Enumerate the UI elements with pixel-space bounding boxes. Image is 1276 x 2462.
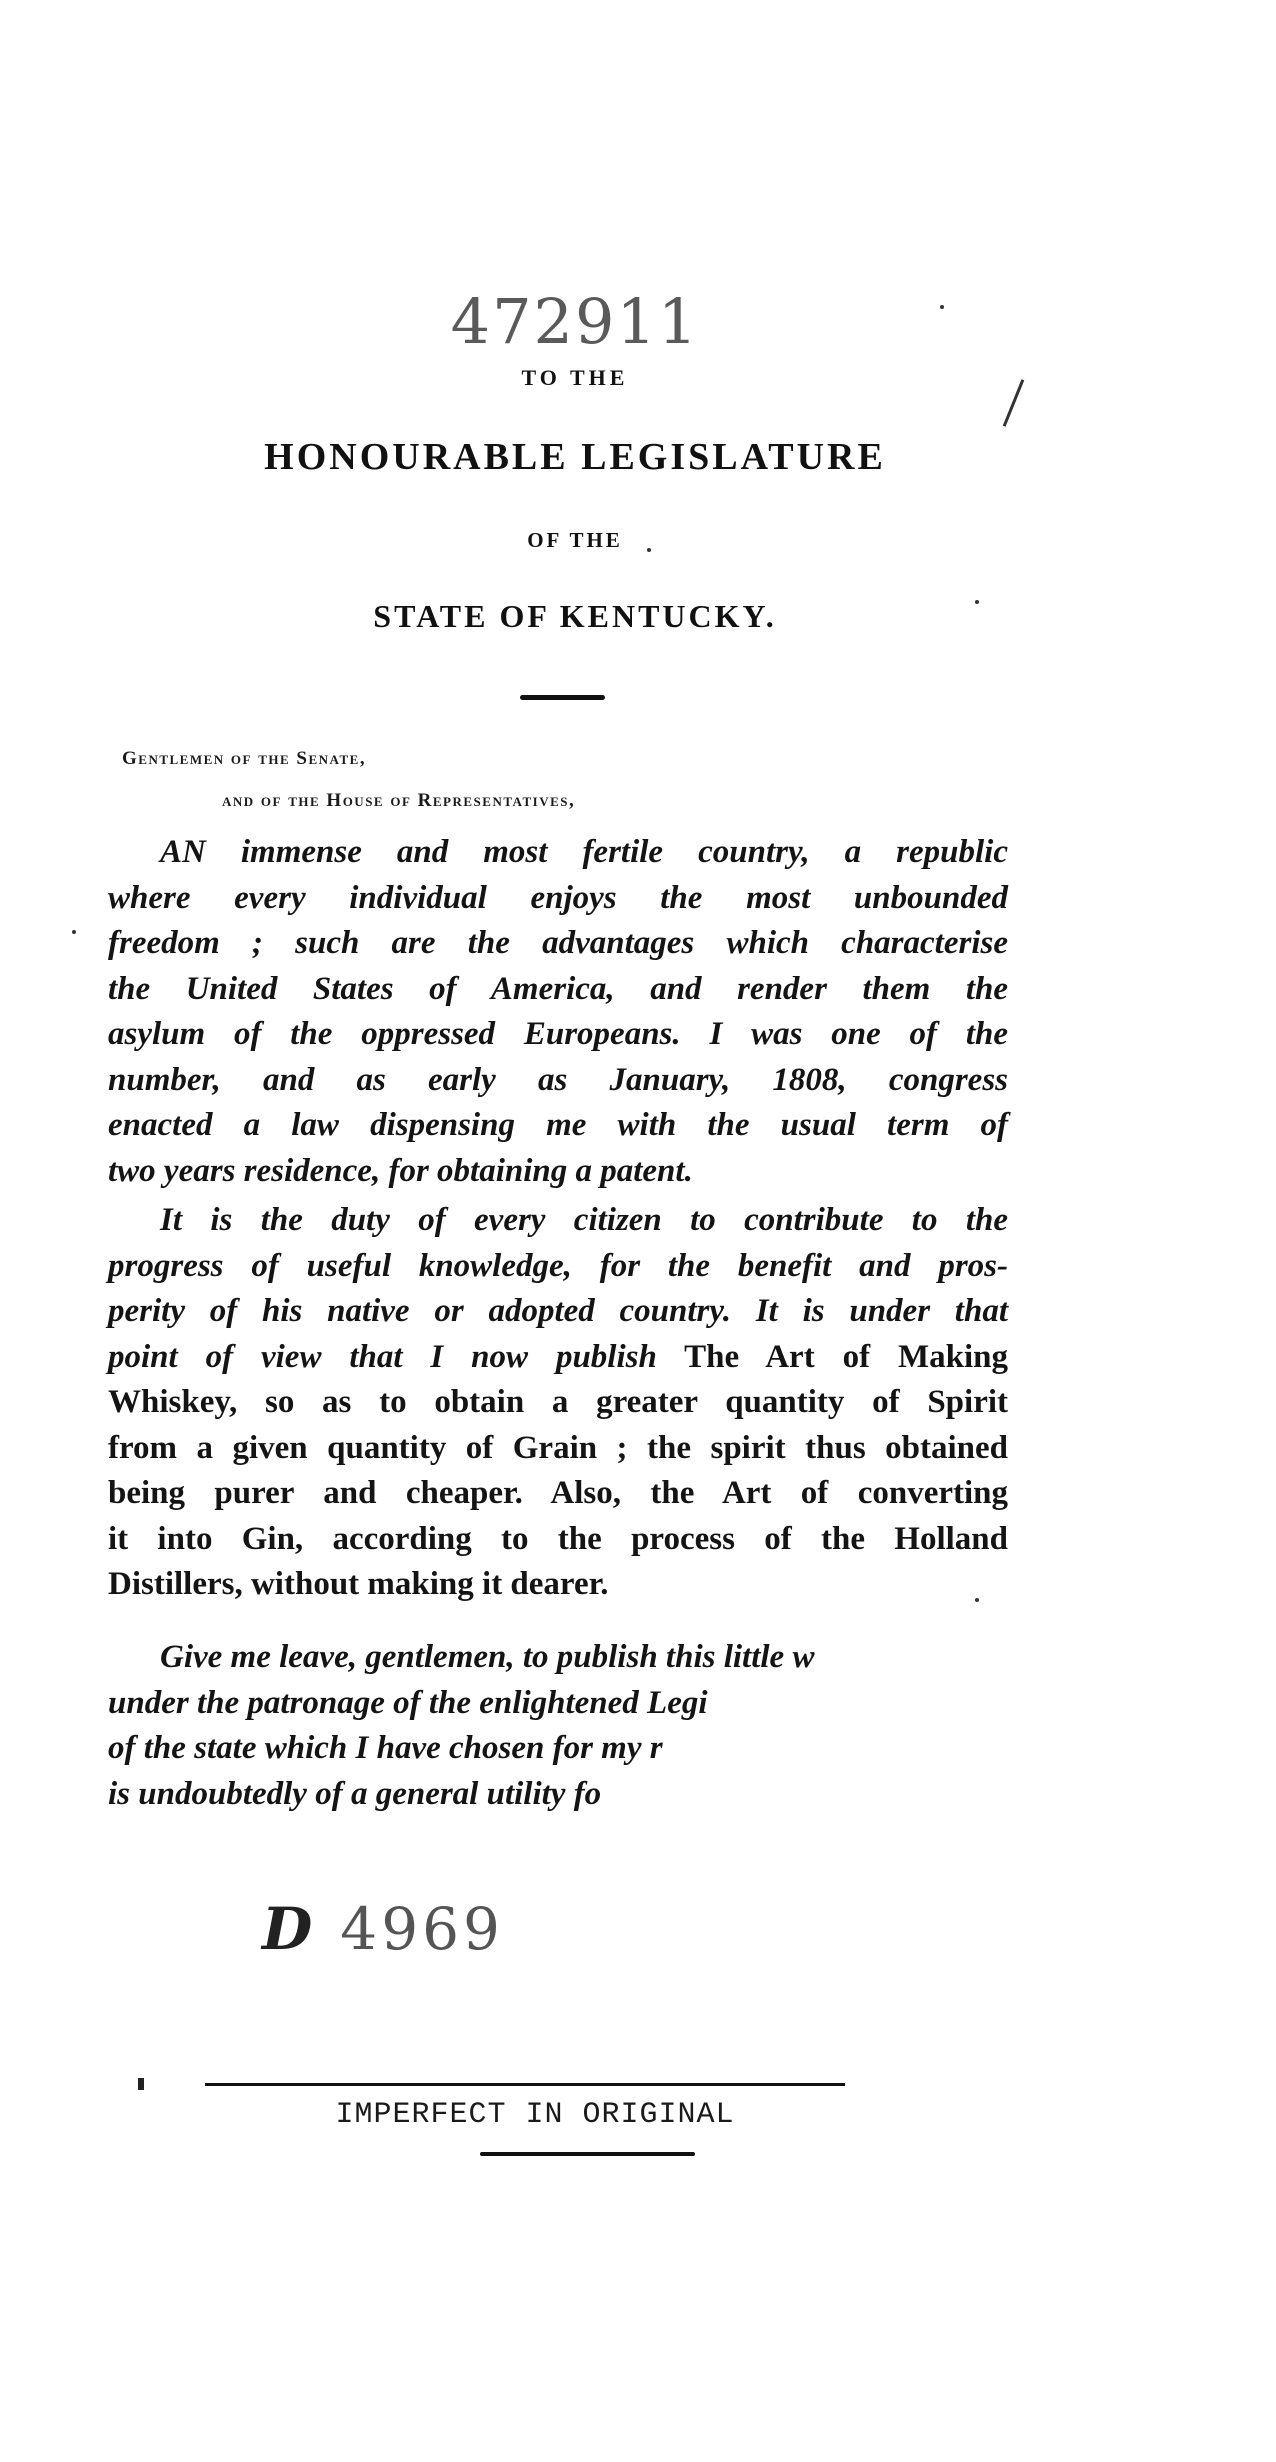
stamp-letter: D	[262, 1895, 317, 1963]
title-divider	[520, 695, 605, 700]
paragraph-line: it into Gin, according to the process of the Holland	[108, 1520, 1008, 1557]
paragraph-line: from a given quantity of Grain ; the spirit thus obtained	[108, 1429, 1008, 1466]
ink-speck	[940, 305, 944, 309]
paragraph-line: freedom ; such are the advantages which characterise	[108, 925, 1008, 961]
paragraph-line: progress of useful knowledge, for the benefit and pros-	[108, 1247, 1008, 1284]
mixed-italic-part: point of view that I now publish	[108, 1338, 657, 1375]
paragraph-line: of the state which I have chosen for my r	[108, 1730, 663, 1766]
paragraph-line: enacted a law dispensing me with the usual term of	[108, 1107, 1008, 1143]
paragraph-line: number, and as early as January, 1808, congress	[108, 1061, 1008, 1098]
paragraph-line: AN immense and most fertile country, a republic	[160, 834, 1008, 870]
paragraph-2	[108, 1198, 1008, 1608]
paragraph-line: perity of his native or adopted country. It is under that	[108, 1293, 1008, 1329]
imperfect-note: IMPERFECT IN ORIGINAL	[335, 2098, 735, 2132]
paragraph-line: Distillers, without making it dearer.	[108, 1566, 609, 1602]
margin-tick	[138, 2078, 144, 2090]
paragraph-line: Whiskey, so as to obtain a greater quantity of Spirit	[108, 1384, 1008, 1420]
paragraph-line: is undoubtedly of a general utility fo	[108, 1775, 602, 1812]
title-of-the: OF THE	[527, 528, 623, 552]
paragraph-line: where every individual enjoys the most unbounded	[108, 879, 1008, 916]
ink-speck	[647, 548, 651, 552]
salutation-senate: Gentlemen of the Senate,	[122, 748, 367, 769]
ink-speck	[975, 600, 979, 604]
footer-rule	[205, 2083, 845, 2086]
paragraph-1	[108, 830, 1008, 1194]
paragraph-line: two years residence, for obtaining a patent.	[108, 1152, 693, 1189]
paragraph-line: asylum of the oppressed Europeans. I was one of the	[108, 1016, 1008, 1052]
paragraph-line: the United States of America, and render them the	[108, 970, 1008, 1007]
paragraph-line: Give me leave, gentlemen, to publish this little w	[160, 1639, 815, 1675]
title-legislature: HONOURABLE LEGISLATURE	[264, 436, 886, 478]
paragraph-line: It is the duty of every citizen to contribute to the	[160, 1202, 1008, 1238]
ink-speck	[72, 930, 76, 934]
title-to-the: TO THE	[521, 365, 629, 390]
catalog-number-stamp: 472911	[450, 285, 700, 358]
salutation-house: and of the House of Representatives,	[222, 790, 576, 811]
paragraph-3	[108, 1635, 1008, 1817]
title-state: STATE OF KENTUCKY.	[373, 598, 777, 634]
paragraph-line: under the patronage of the enlightened Legi	[108, 1684, 708, 1721]
stamp-number: 4969	[340, 1895, 504, 1963]
footer-underline	[480, 2152, 695, 2156]
mixed-roman-part: The Art of Making	[684, 1338, 1009, 1375]
archive-stamp	[262, 1895, 504, 1963]
paragraph-line: being purer and cheaper. Also, the Art of converting	[108, 1475, 1008, 1511]
ink-speck	[975, 1598, 979, 1602]
paragraph-line-mixed	[108, 1335, 1008, 1381]
